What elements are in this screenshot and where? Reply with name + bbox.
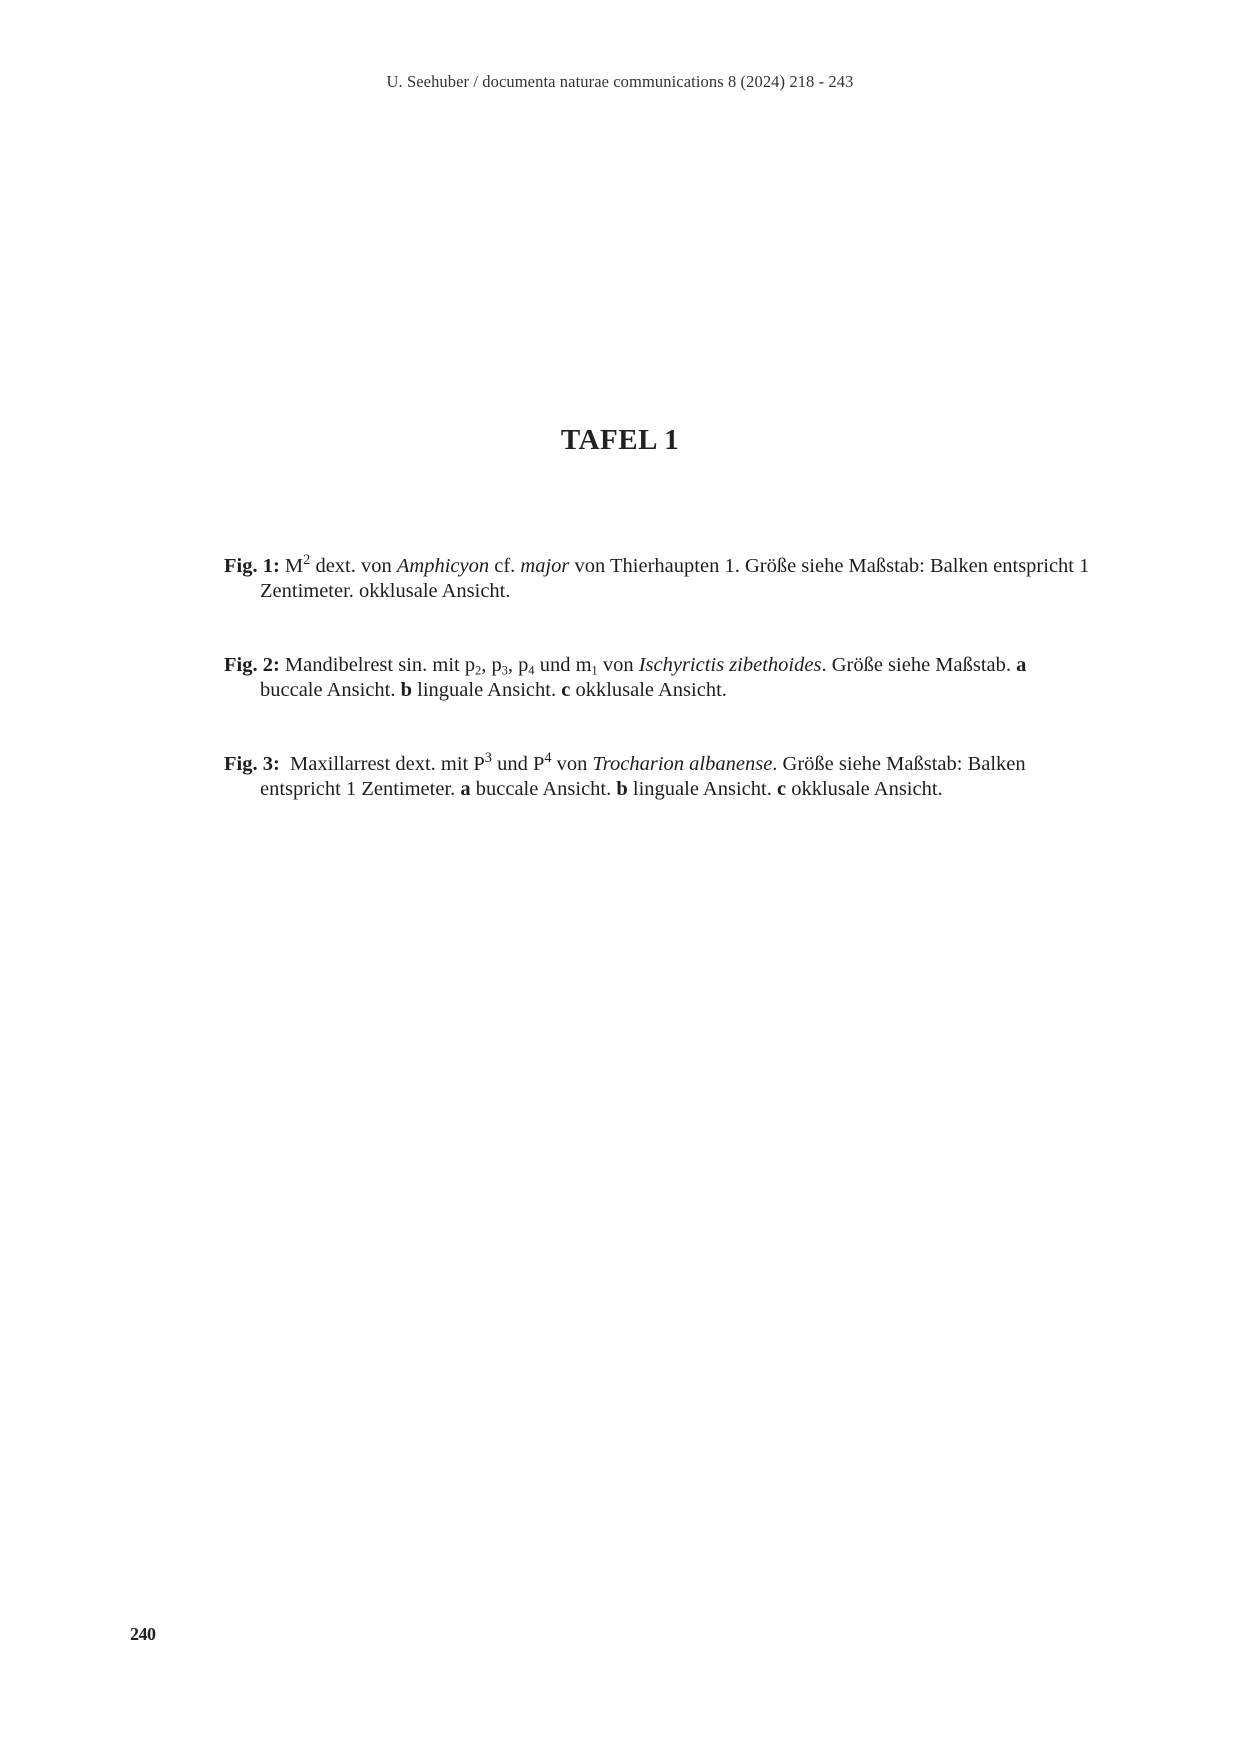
taxon-name: Trocharion albanense: [592, 753, 773, 775]
superscript: 3: [484, 750, 492, 767]
caption-text: buccale Ansicht.: [260, 679, 401, 701]
subscript: 3: [501, 663, 508, 678]
view-letter-a: a: [460, 778, 471, 800]
caption-text: . Größe siehe Maßstab: Balken entspricht 1 Zentimeter.: [260, 753, 1026, 800]
page-number: 240: [130, 1624, 156, 1644]
caption-text: linguale Ansicht.: [627, 778, 777, 800]
caption-text: Mandibelrest sin. mit p: [279, 654, 476, 676]
caption-text: okklusale Ansicht.: [786, 778, 943, 800]
taxon-name: Ischyrictis zibethoides: [638, 654, 822, 676]
caption-text: . Größe siehe Maßstab.: [821, 654, 1017, 676]
caption-text: und P: [491, 753, 545, 775]
caption-text: M: [284, 555, 304, 577]
subscript: 1: [591, 663, 598, 678]
figure-caption-1: [224, 554, 1090, 604]
figure-label: Fig. 3:: [224, 753, 280, 775]
running-header: U. Seehuber / documenta naturae communications 8 (2024) 218 - 243: [386, 72, 854, 91]
plate-title: TAFEL 1: [560, 424, 680, 456]
caption-text: linguale Ansicht.: [412, 679, 562, 701]
view-letter-a: a: [1016, 654, 1027, 676]
view-letter-c: c: [561, 679, 571, 701]
caption-text: okklusale Ansicht.: [570, 679, 727, 701]
superscript: 4: [544, 750, 552, 767]
caption-text: , p: [481, 654, 502, 676]
view-letter-c: c: [776, 778, 787, 800]
subscript: 4: [528, 663, 535, 678]
view-letter-b: b: [400, 679, 413, 701]
caption-text: buccale Ansicht.: [470, 778, 617, 800]
figure-caption-2: [224, 653, 1090, 703]
caption-text: Maxillarrest dext. mit P: [279, 753, 485, 775]
caption-text: dext. von: [310, 555, 397, 577]
subscript: 2: [475, 663, 482, 678]
taxon-genus: Amphicyon: [396, 555, 490, 577]
view-letter-b: b: [616, 778, 628, 800]
caption-text: und m: [534, 654, 592, 676]
caption-text: von: [597, 654, 639, 676]
caption-text: von Thierhaupten 1. Größe siehe Maßstab: Balken entspricht 1 Zentimeter. okklusale Ansicht.: [260, 555, 1090, 602]
figure-label: Fig. 2:: [224, 654, 280, 676]
taxon-species: major: [520, 555, 570, 577]
figure-caption-3: [224, 752, 1090, 802]
caption-text: von: [551, 753, 593, 775]
figure-label: Fig. 1:: [224, 555, 280, 577]
caption-text: cf.: [489, 555, 521, 577]
superscript: 2: [303, 552, 311, 569]
caption-text: , p: [507, 654, 529, 676]
